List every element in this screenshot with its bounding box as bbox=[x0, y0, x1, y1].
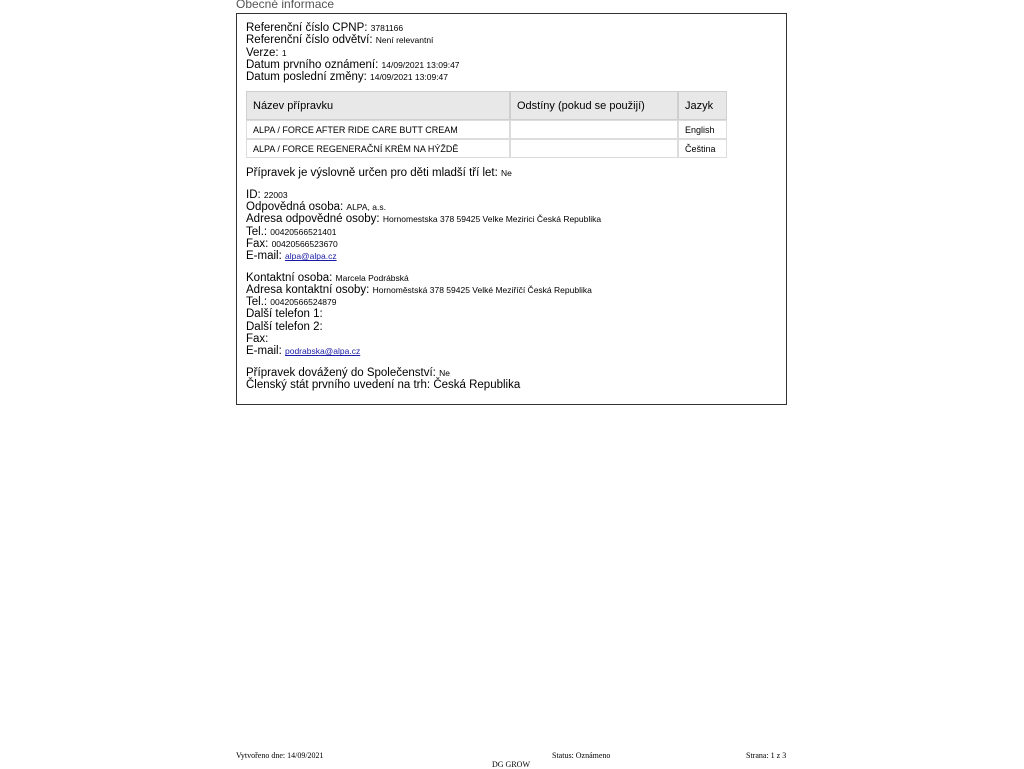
member-state-value: Česká Republika bbox=[433, 378, 521, 391]
contact-tel-row bbox=[246, 296, 766, 308]
contact-tel2-label: Další telefon 2: bbox=[246, 320, 323, 333]
verze-row bbox=[246, 47, 766, 59]
footer-page: Strana: 1 z 3 bbox=[746, 751, 787, 760]
footer-created: Vytvořeno dne: 14/09/2021 bbox=[236, 751, 324, 760]
resp-tel-value: 00420566521401 bbox=[270, 226, 337, 237]
resp-osoba-row bbox=[246, 201, 766, 213]
resp-id-row bbox=[246, 189, 766, 201]
verze-label: Verze: bbox=[246, 46, 279, 59]
resp-fax-row bbox=[246, 238, 766, 250]
ref-odvetvi-row bbox=[246, 34, 766, 46]
resp-fax-label: Fax: bbox=[246, 237, 269, 250]
resp-adresa-row bbox=[246, 213, 766, 225]
ref-cpnp-value: 3781166 bbox=[370, 23, 404, 33]
import-value: Ne bbox=[439, 367, 450, 378]
verze-value: 1 bbox=[281, 47, 287, 58]
product-language-cell: Čeština bbox=[678, 139, 727, 158]
product-language-cell: English bbox=[678, 120, 727, 139]
resp-id-value: 22003 bbox=[263, 189, 288, 200]
contact-tel-label: Tel.: bbox=[246, 296, 268, 309]
prvni-oznameni-row bbox=[246, 59, 766, 71]
import-row bbox=[246, 367, 766, 379]
prvni-oznameni-label: Datum prvního oznámení: bbox=[246, 58, 379, 71]
posledni-zmeny-value: 14/09/2021 13:09:47 bbox=[370, 72, 449, 83]
product-shade-cell bbox=[510, 120, 678, 139]
contact-tel1-row bbox=[246, 308, 766, 320]
children-label: Přípravek je výslovně určen pro děti mladší tří let: bbox=[246, 167, 498, 180]
children-value: Ne bbox=[501, 168, 512, 179]
footer-status: Status: Oznámeno bbox=[552, 751, 611, 760]
ref-cpnp-label: Referenční číslo CPNP: bbox=[246, 22, 368, 34]
resp-osoba-value: ALPA, a.s. bbox=[346, 202, 386, 213]
ref-odvetvi-value: Není relevantní bbox=[375, 35, 434, 46]
general-info-content bbox=[246, 22, 766, 391]
contact-email-link[interactable]: podrabska@alpa.cz bbox=[284, 346, 361, 357]
import-label: Přípravek dovážený do Společenství: bbox=[246, 366, 436, 379]
contact-adresa-row bbox=[246, 284, 766, 296]
table-row bbox=[246, 139, 727, 158]
ref-odvetvi-label: Referenční číslo odvětví: bbox=[246, 34, 373, 47]
contact-osoba-label: Kontaktní osoba: bbox=[246, 271, 333, 284]
member-state-label: Členský stát prvního uvedení na trh: bbox=[246, 378, 431, 391]
posledni-zmeny-label: Datum poslední změny: bbox=[246, 71, 367, 84]
product-name-cell: ALPA / FORCE AFTER RIDE CARE BUTT CREAM bbox=[246, 120, 510, 139]
resp-tel-row bbox=[246, 226, 766, 238]
posledni-zmeny-row bbox=[246, 71, 766, 83]
product-name-cell: ALPA / FORCE REGENERAČNÍ KRÉM NA HÝŽDĚ bbox=[246, 139, 510, 158]
product-table bbox=[246, 91, 727, 158]
resp-email-label: E-mail: bbox=[246, 250, 282, 263]
contact-email-label: E-mail: bbox=[246, 345, 282, 358]
contact-osoba-row bbox=[246, 272, 766, 284]
contact-fax-label: Fax: bbox=[246, 333, 269, 346]
footer-company: DG GROW bbox=[492, 760, 530, 769]
resp-adresa-label: Adresa odpovědné osoby: bbox=[246, 213, 380, 226]
col-header-shades: Odstíny (pokud se použijí) bbox=[510, 91, 678, 120]
contact-adresa-value: Hornoměstská 378 59425 Velké Meziříčí Česká Republika bbox=[372, 284, 592, 295]
section-title: Obecné informace bbox=[236, 0, 335, 11]
resp-tel-label: Tel.: bbox=[246, 225, 268, 238]
contact-tel2-row bbox=[246, 321, 766, 333]
ref-cpnp-row bbox=[246, 22, 766, 34]
prvni-oznameni-value: 14/09/2021 13:09:47 bbox=[381, 59, 460, 70]
resp-id-label: ID: bbox=[246, 188, 261, 201]
children-row bbox=[246, 167, 766, 179]
resp-email-row bbox=[246, 250, 766, 262]
contact-tel-value: 00420566524879 bbox=[270, 297, 337, 308]
general-info-box bbox=[236, 13, 787, 405]
product-shade-cell bbox=[510, 139, 678, 158]
table-row bbox=[246, 120, 727, 139]
contact-osoba-value: Marcela Podrábská bbox=[335, 272, 409, 283]
resp-email-link[interactable]: alpa@alpa.cz bbox=[284, 251, 337, 262]
col-header-language: Jazyk bbox=[678, 91, 727, 120]
resp-adresa-value: Hornomestska 378 59425 Velke Mezirici Česká Republika bbox=[382, 214, 602, 225]
resp-fax-value: 00420566523670 bbox=[271, 238, 338, 249]
contact-adresa-label: Adresa kontaktní osoby: bbox=[246, 283, 370, 296]
contact-email-row bbox=[246, 345, 766, 357]
resp-osoba-label: Odpovědná osoba: bbox=[246, 201, 344, 214]
member-state-row bbox=[246, 379, 766, 391]
product-table-header bbox=[246, 91, 727, 120]
contact-tel1-label: Další telefon 1: bbox=[246, 308, 323, 321]
col-header-name: Název přípravku bbox=[246, 91, 510, 120]
contact-fax-row bbox=[246, 333, 766, 345]
